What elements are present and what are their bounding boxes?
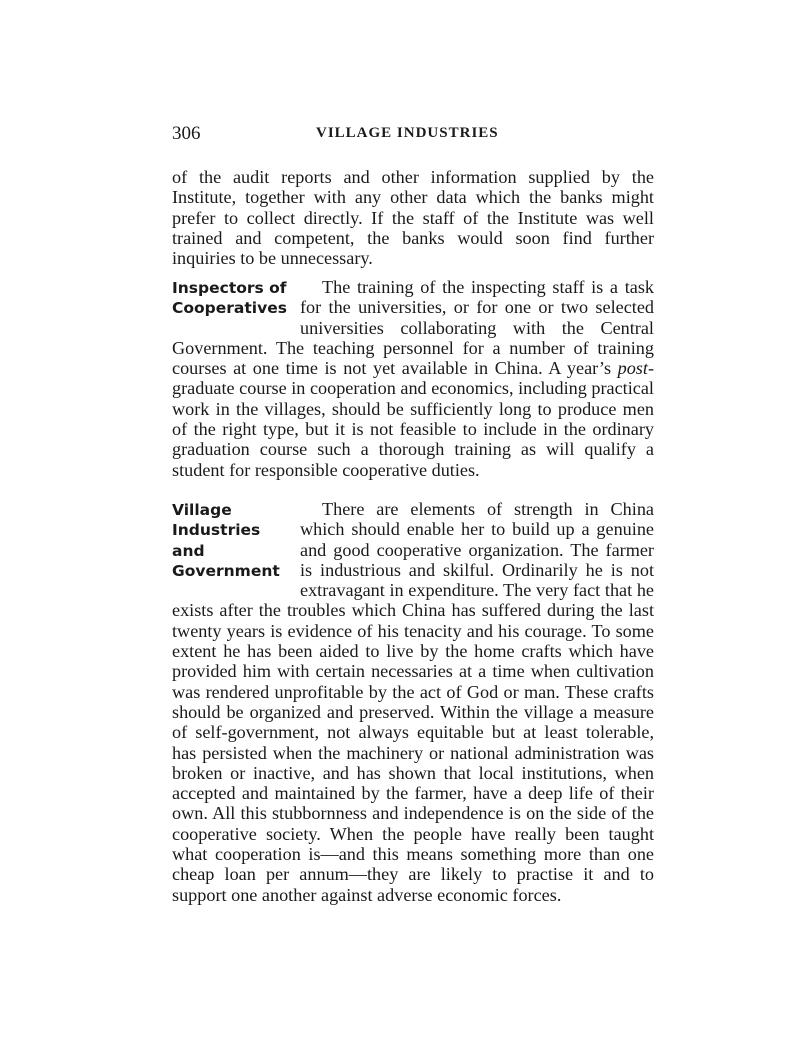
side-heading (172, 277, 300, 318)
side-heading-line: and (172, 541, 205, 560)
page-number: 306 (172, 123, 201, 144)
side-heading-line: Village (172, 501, 232, 519)
page-header (172, 123, 654, 143)
running-title: VILLAGE INDUSTRIES (316, 125, 499, 141)
section-inspectors-of-cooperatives (172, 277, 654, 480)
side-heading-line: Cooperatives (172, 299, 287, 318)
paragraph-text: There are elements of strength in China which should enable her to build up a genuine and good cooperative organization. The farmer is industrious and skilful. Ordinarily he is not extravagant in expenditure. The very fact that he exists after the troubles which China has suffered during the last twenty years is evidence of his tenacity and his courage. To some extent he has been aided to live by the home crafts which have provided him with certain necessaries at a time when cultivation was rendered unprofitable by the act of God or man. These crafts should be organized and preserved. Within the village a measure of self-government, not always equitable but at least tolerable, has persisted when the machinery or national administration was broken or inactive, and has shown that local institutions, when accepted and maintained by the farmer, have a deep life of their own. All this stubbornness and independence is on the side of the cooperative society. When the people have really been taught what cooperation is—and this means something more than one cheap loan per annum—they are likely to practise it and to support one another against adverse economic forces. (172, 499, 654, 905)
side-heading-line: Industries (172, 521, 261, 540)
paragraph-text: -graduate course in cooperation and economics, including practical work in the villages, should be sufficiently long to produce men of the right type, but it is not feasible to include in the ordinary graduation course such a thorough training as will qualify a student for responsible cooperative duties. (172, 358, 654, 480)
italic-word: post (617, 358, 648, 379)
paragraph-continued: of the audit reports and other information supplied by the Institute, together with any other data which the banks might prefer to collect directly. If the staff of the Institute was well trained and competent, the banks would soon find further inquiries to be unnecessary. (172, 167, 654, 269)
section-village-industries-and-government (172, 499, 654, 905)
side-heading (172, 499, 300, 582)
paragraph-text: The training of the inspecting staff is a task for the universities, or for one or two selected universities collaborating with the Central Government. The teaching personnel for a number of training courses at one time is not yet available in China. A year’s (172, 277, 654, 379)
side-heading-line: Government (172, 561, 280, 580)
side-heading-line: Inspectors of (172, 279, 287, 297)
